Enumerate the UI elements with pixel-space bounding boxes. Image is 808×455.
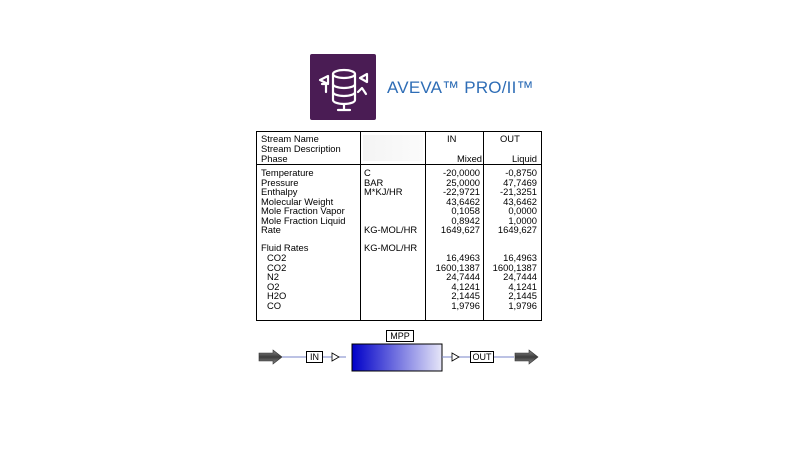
header-in-phase: Mixed: [456, 153, 482, 164]
outlet-stream-tag[interactable]: OUT: [470, 351, 494, 363]
inlet-stream-tag[interactable]: IN: [306, 351, 323, 363]
product-arrow-icon[interactable]: [515, 350, 538, 364]
unit-name-label[interactable]: MPP: [386, 330, 414, 342]
outlet-arrowhead-icon: [452, 353, 459, 361]
header-phase: Phase: [261, 153, 288, 164]
mpp-unit-block[interactable]: [352, 344, 442, 371]
fluid-rates-unit: KG-MOL/HR: [364, 242, 418, 253]
inlet-arrowhead-icon: [332, 353, 339, 361]
header-out-name: OUT: [500, 133, 520, 144]
stream-report-table: Stream Name Stream Description Phase IN OUT Mixed Liquid Temperature C -20,0000 -0,8750 Pressure BAR 25,0000 47,7469 Enthalpy M*KJ/HR -22,9721 -21,3251 Molecular Weight 43,6462 43,6462 Mole Fraction Vapor 0,1058 0,0000 Mole Fraction Liquid 0,8942 1,0000 Rate KG-MOL/HR 1649,627 1649,627 Fluid Rates KG-MOL/HR CO2 16,4963 16,4963 CO2 1600,1387 1600,1387 N2 24,7444 24,7444 O2 4,1241 4,1241 H2O 2,1445 2,1445 CO 1,9796 1,9796: [256, 131, 542, 321]
fluid-rates-label: Fluid Rates: [261, 242, 309, 253]
product-title: AVEVA™ PRO/II™: [387, 78, 534, 97]
feed-arrow-icon[interactable]: [259, 350, 282, 364]
header-stream-name: Stream Name: [261, 133, 319, 144]
header-stream-description: Stream Description: [261, 143, 341, 154]
header-in-name: IN: [447, 133, 457, 144]
header-out-phase: Liquid: [511, 153, 537, 164]
